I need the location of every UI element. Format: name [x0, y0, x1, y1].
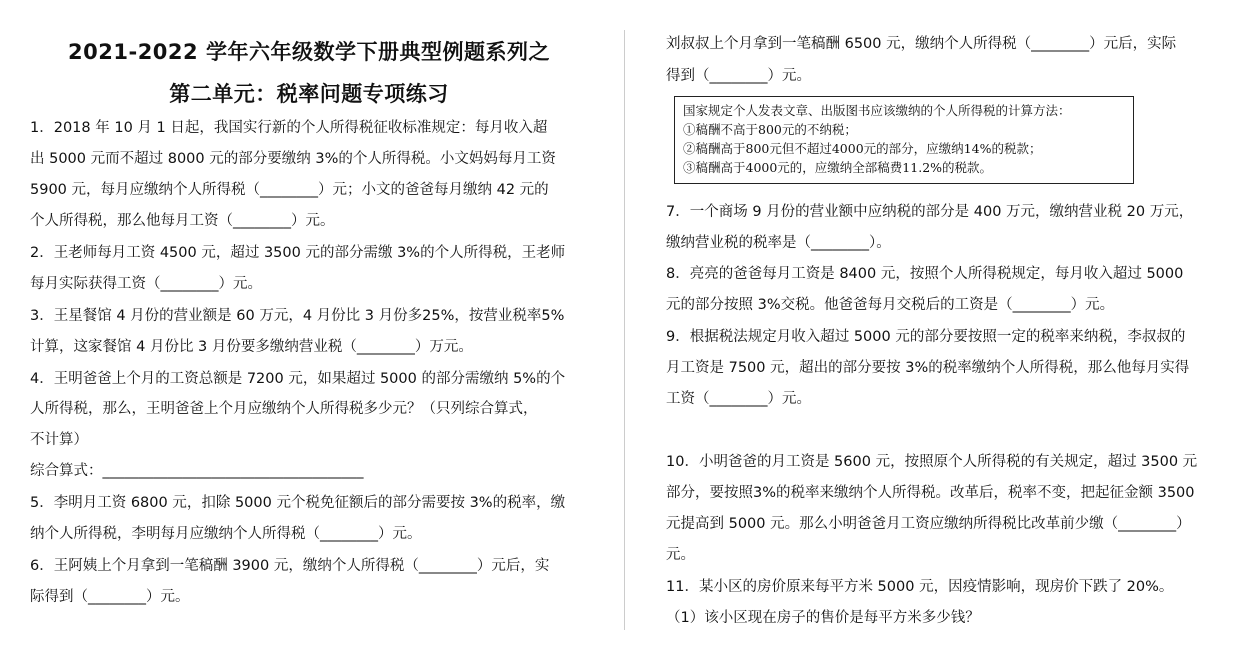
- question-3-line: 3．王星餐馆 4 月份的营业额是 60 万元，4 月份比 3 月份多25%，按营业税率5%: [30, 308, 565, 324]
- question-1-line: 1．2018 年 10 月 1 日起，我国实行新的个人所得税征收标准规定：每月收入超: [30, 120, 548, 136]
- question-4-line: 人所得税，那么，王明爸爸上个月应缴纳个人所得税多少元？（只列综合算式，: [30, 401, 538, 417]
- question-1-line: 5900 元，每月应缴纳个人所得税（________）元；小文的爸爸每月缴纳 42 元的: [30, 182, 549, 198]
- rule-box-heading: 国家规定个人发表文章、出版图书应该缴纳的个人所得税的计算方法：: [683, 103, 1071, 118]
- question-5-line: 5．李明月工资 6800 元，扣除 5000 元个税免征额后的部分需要按 3%的税率，缴: [30, 495, 566, 511]
- question-10-line: 元。: [666, 547, 695, 563]
- column-divider: [624, 30, 625, 630]
- question-8-line: 8．亮亮的爸爸每月工资是 8400 元，按照个人所得税规定，每月收入超过 5000: [666, 266, 1184, 282]
- question-11-subquestion: （1）该小区现在房子的售价是每平方米多少钱？: [666, 610, 980, 626]
- question-9-line: 工资（________）元。: [666, 391, 811, 407]
- question-8-line: 元的部分按照 3%交税。他爸爸每月交税后的工资是（________）元。: [666, 297, 1115, 313]
- tax-rule-box: [674, 96, 1134, 184]
- question-5-line: 纳个人所得税，李明每月应缴纳个人所得税（________）元。: [30, 526, 422, 542]
- question-10-line: 元提高到 5000 元。那么小明爸爸月工资应缴纳所得税比改革前少缴（________）: [666, 516, 1191, 532]
- question-7-line: 7．一个商场 9 月份的营业额中应纳税的部分是 400 万元，缴纳营业税 20 万元，: [666, 204, 1194, 220]
- question-3-line: 计算，这家餐馆 4 月份比 3 月份要多缴纳营业税（________）万元。: [30, 339, 473, 355]
- rule-item: ③稿酬高于4000元的，应缴纳全部稿费11.2%的税款。: [683, 160, 993, 175]
- answer-formula-line: 综合算式：____________________________________: [30, 463, 364, 479]
- title-line-1: 2021-2022 学年六年级数学下册典型例题系列之: [68, 40, 550, 64]
- question-6-continued-line: 得到（________）元。: [666, 68, 811, 84]
- question-6-continued-line: 刘叔叔上个月拿到一笔稿酬 6500 元，缴纳个人所得税（________）元后，实际: [666, 36, 1177, 52]
- question-4-line: 不计算）: [30, 432, 88, 448]
- right-column: [660, 0, 1226, 671]
- left-column: [24, 0, 594, 671]
- rule-item: ②稿酬高于800元但不超过4000元的部分，应缴纳14%的税款；: [683, 141, 1042, 156]
- question-6-line: 6．王阿姨上个月拿到一笔稿酬 3900 元，缴纳个人所得税（________）元后，实: [30, 558, 550, 574]
- question-9-line: 9．根据税法规定月收入超过 5000 元的部分要按照一定的税率来纳税，李叔叔的: [666, 329, 1186, 345]
- question-4-line: 4．王明爸爸上个月的工资总额是 7200 元，如果超过 5000 的部分需缴纳 5%的个: [30, 371, 566, 387]
- rule-item: ①稿酬不高于800元的不纳税；: [683, 122, 857, 137]
- question-9-line: 月工资是 7500 元，超出的部分要按 3%的税率缴纳个人所得税，那么他每月实得: [666, 360, 1190, 376]
- question-7-line: 缴纳营业税的税率是（________）。: [666, 235, 891, 251]
- question-6-line: 际得到（________）元。: [30, 589, 190, 605]
- question-1-line: 个人所得税，那么他每月工资（________）元。: [30, 213, 335, 229]
- title-line-2: 第二单元：税率问题专项练习: [169, 82, 449, 106]
- question-11-line: 11．某小区的房价原来每平方米 5000 元，因疫情影响，现房价下跌了 20%。: [666, 579, 1174, 595]
- question-2-line: 每月实际获得工资（________）元。: [30, 276, 262, 292]
- question-1-line: 出 5000 元而不超过 8000 元的部分要缴纳 3%的个人所得税。小文妈妈每月工资: [30, 151, 556, 167]
- question-10-line: 10．小明爸爸的月工资是 5600 元，按照原个人所得税的有关规定，超过 3500 元: [666, 454, 1198, 470]
- question-2-line: 2．王老师每月工资 4500 元，超过 3500 元的部分需缴 3%的个人所得税，王老师: [30, 245, 566, 261]
- question-10-line: 部分，要按照3%的税率来缴纳个人所得税。改革后，税率不变，把起征金额 3500: [666, 485, 1195, 501]
